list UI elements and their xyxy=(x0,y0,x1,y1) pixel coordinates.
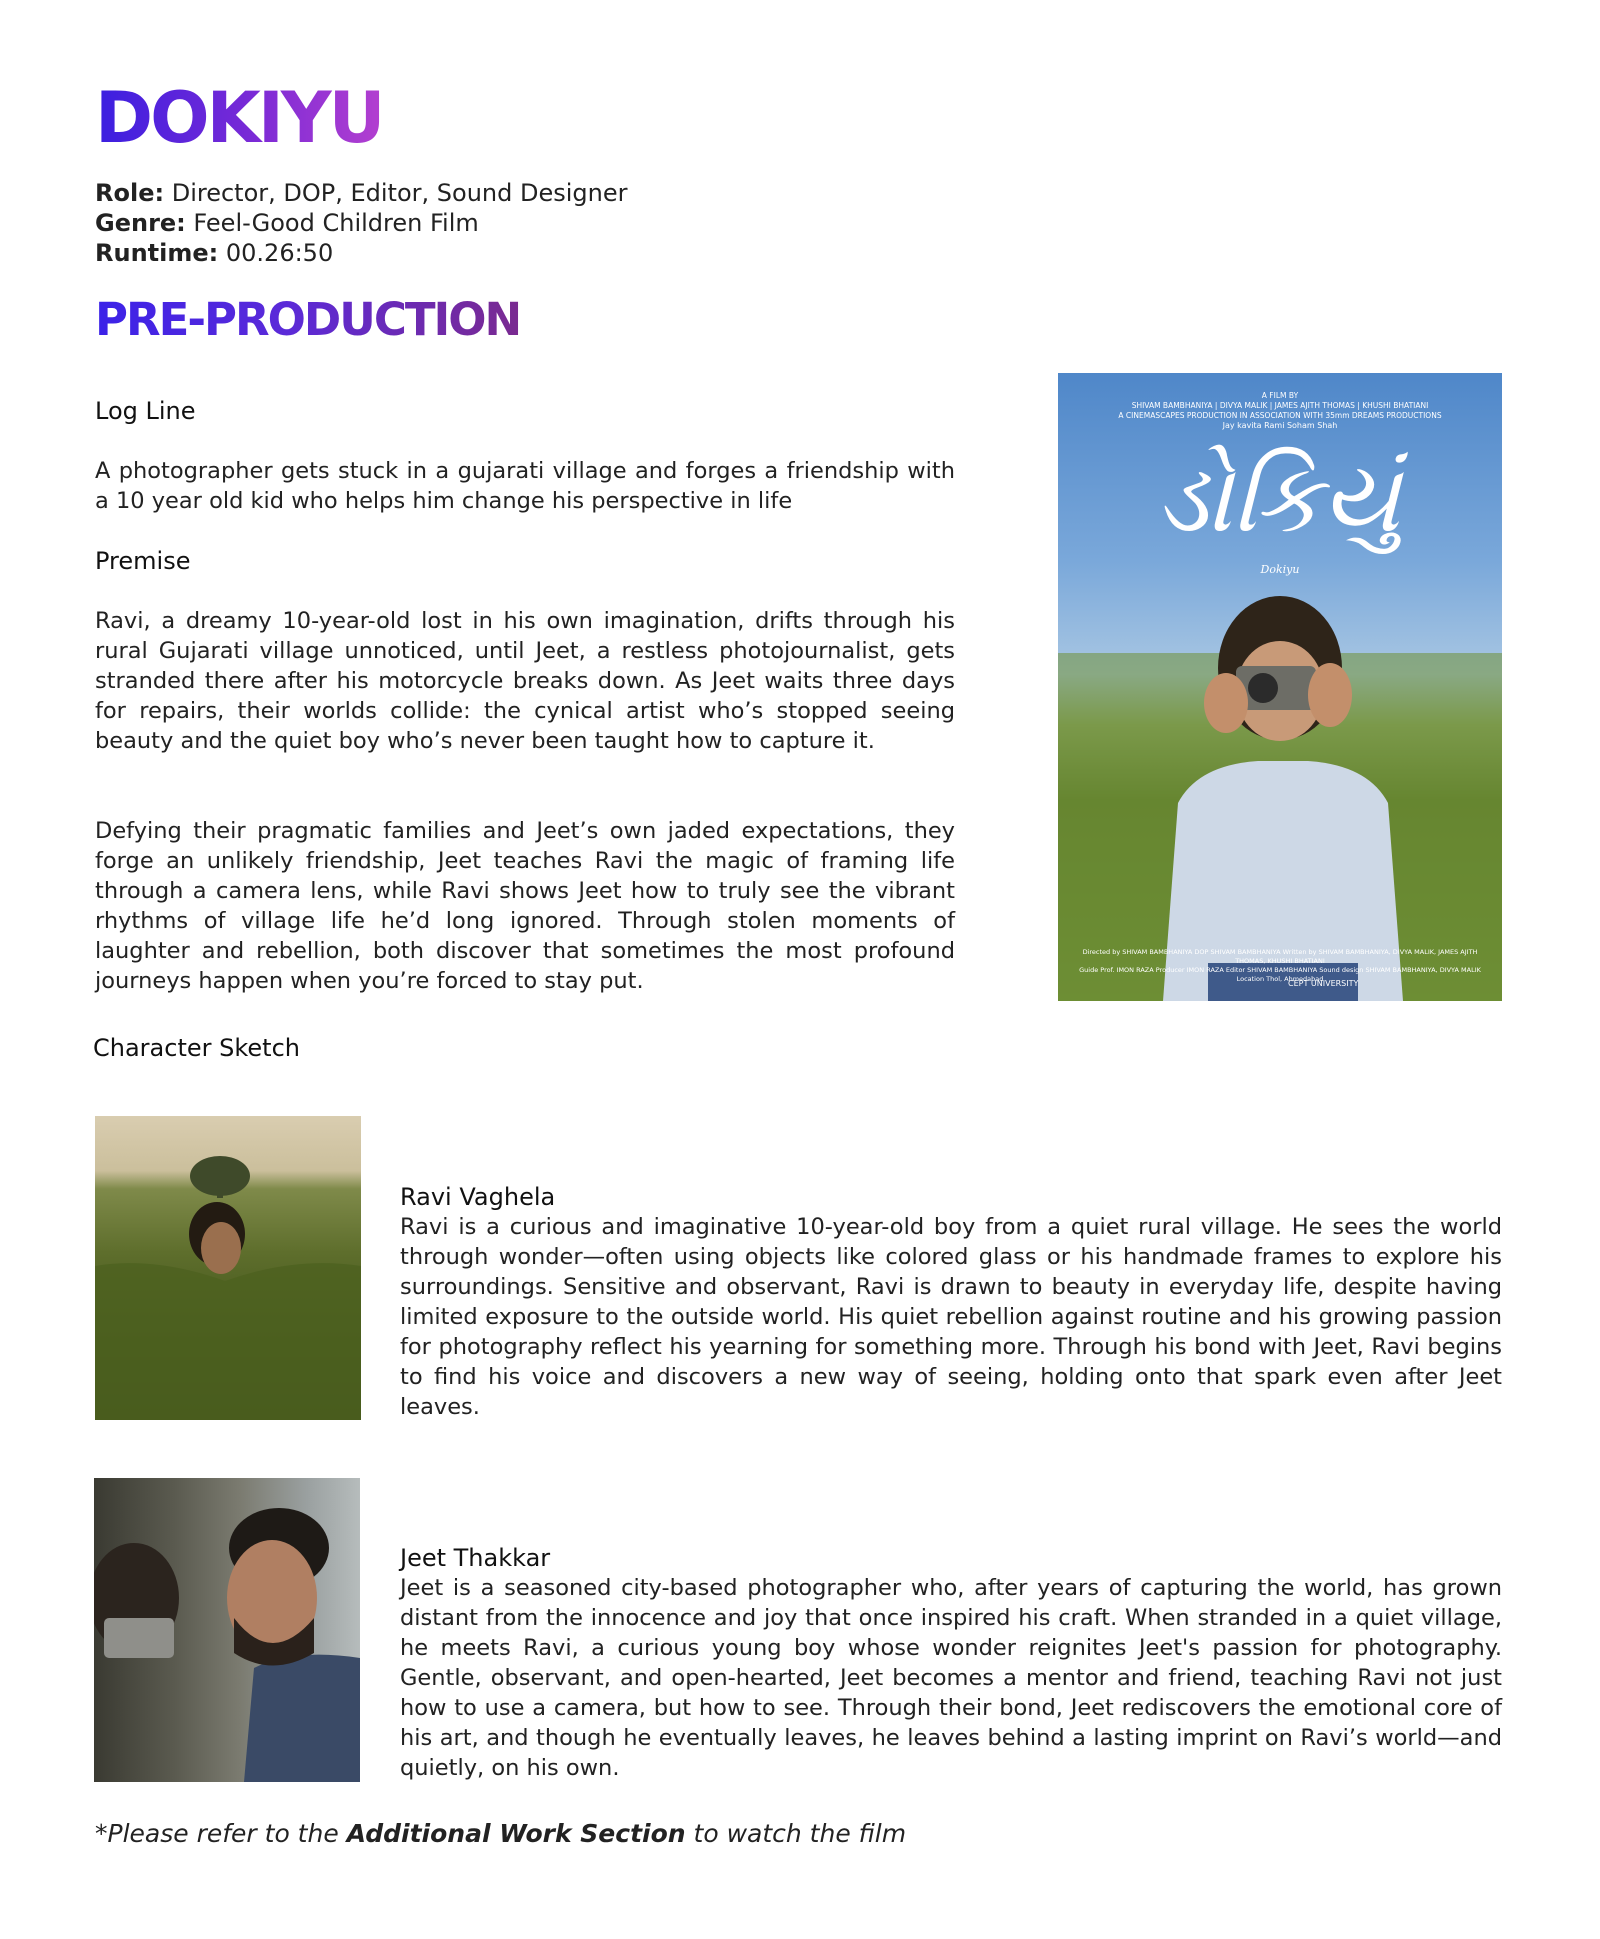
jeet-photo-camera xyxy=(104,1618,174,1658)
genre-row xyxy=(95,208,627,238)
poster-billing xyxy=(1070,948,1490,984)
jeet-description: Jeet is a seasoned city-based photographer who, after years of capturing the world, has grown distant from the innocence and joy that once inspired his craft. When stranded in a quiet village, he meets Ravi, a curious young boy whose wonder reignites Jeet's passion for photography. Gentle, observant, and open-hearted, Jeet becomes a mentor and friend, teaching Ravi not just how to use a camera, but how to see. Through their bond, Jeet rediscovers the emotional core of his art, and though he eventually leaves, he leaves behind a lasting imprint on Ravi’s world—and quietly, on his own. xyxy=(400,1575,1502,1781)
poster-billing-line: Guide Prof. IMON RAZA Producer IMON RAZA Editor SHIVAM BAMBHANIYA Sound design SHIVAM BAMBHANIYA, DIVYA MALIK Location Thol, Ahmedabad xyxy=(1079,966,1481,983)
role-label: Role: xyxy=(95,179,165,207)
footnote-prefix: *Please refer to the xyxy=(95,1819,347,1848)
jeet-name: Jeet Thakkar xyxy=(400,1544,551,1572)
poster-hand-left xyxy=(1204,673,1248,733)
ravi-description: Ravi is a curious and imaginative 10-year-old boy from a quiet rural village. He sees the world through wonder—often using objects like colored glass or his handmade frames to explore his surroundings. Sensitive and observant, Ravi is drawn to beauty in everyday life, despite having limited exposure to the outside world. His quiet rebellion against routine and his growing passion for photography reflect his yearning for something more. Through his bond with Jeet, Ravi begins to find his voice and discovers a new way of seeing, holding onto that spark even after Jeet leaves. xyxy=(400,1214,1502,1420)
footnote xyxy=(95,1818,906,1850)
premise-paragraph-1: Ravi, a dreamy 10-year-old lost in his own imagination, drifts through his rural Gujarati village unnoticed, until Jeet, a restless photojournalist, gets stranded there after his motorcycle breaks down. As Jeet waits three days for repairs, their worlds collide: the cynical artist who’s stopped seeing beauty and the quiet boy who’s never been taught how to capture it. xyxy=(95,608,955,754)
jeet-photo xyxy=(94,1478,360,1782)
role-row xyxy=(95,178,627,208)
role-value: Director, DOP, Editor, Sound Designer xyxy=(171,179,628,207)
poster-credit-line: SHIVAM BAMBHANIYA | DIVYA MALIK | JAMES AJITH THOMAS | KHUSHI BHATIANI xyxy=(1131,401,1429,410)
ravi-photo xyxy=(95,1116,361,1420)
genre-label: Genre: xyxy=(95,209,186,237)
poster-cept-logo: CEPT UNIVERSITY xyxy=(1288,979,1359,988)
poster-hand-right xyxy=(1308,663,1352,727)
project-title: DOKIYU xyxy=(95,77,383,159)
ravi-photo-tree-trunk xyxy=(217,1176,223,1198)
poster-credit-line: A FILM BY xyxy=(1261,391,1299,400)
runtime-row xyxy=(95,238,627,268)
poster-illustration xyxy=(1058,373,1502,1001)
premise-paragraph-2: Defying their pragmatic families and Jeet’s own jaded expectations, they forge an unlikely friendship, Jeet teaches Ravi the magic of framing life through a camera lens, while Ravi shows Jeet how to truly see the vibrant rhythms of village life he’d long ignored. Through stolen moments of laughter and rebellion, both discover that sometimes the most profound journeys happen when you’re forced to stay put. xyxy=(95,818,955,994)
poster-subtitle: Dokiyu xyxy=(1260,563,1300,576)
poster-billing-line: Directed by SHIVAM BAMBHANIYA DOP SHIVAM BAMBHANIYA Written by SHIVAM BAMBHANIYA, DIVYA MALIK, JAMES AJITH THOMAS, KHUSHI BHATIANI xyxy=(1082,948,1478,965)
poster-camera-lens xyxy=(1248,673,1278,703)
logline-text: A photographer gets stuck in a gujarati village and forges a friendship with a 10 year old kid who helps him change his perspective in life xyxy=(95,458,955,514)
runtime-label: Runtime: xyxy=(95,239,219,267)
poster-title: ડોકિયું xyxy=(1155,442,1401,554)
character-sketch-heading: Character Sketch xyxy=(93,1034,300,1062)
poster-actors: Jay kavita Rami Soham Shah xyxy=(1222,421,1338,430)
premise-heading: Premise xyxy=(95,547,191,575)
poster-credit-line: A CINEMASCAPES PRODUCTION IN ASSOCIATION WITH 35mm DREAMS PRODUCTIONS xyxy=(1118,411,1442,420)
ravi-photo-face xyxy=(201,1222,241,1274)
genre-value: Feel-Good Children Film xyxy=(193,209,479,237)
runtime-value: 00.26:50 xyxy=(225,239,334,267)
project-meta xyxy=(95,178,627,268)
ravi-photo-grass xyxy=(95,1263,361,1420)
film-poster xyxy=(1058,373,1502,1001)
footnote-suffix: to watch the film xyxy=(685,1819,907,1848)
footnote-emphasis: Additional Work Section xyxy=(346,1819,686,1848)
ravi-name: Ravi Vaghela xyxy=(400,1183,556,1211)
logline-heading: Log Line xyxy=(95,397,196,425)
ravi-photo-art xyxy=(95,1116,361,1420)
jeet-photo-art xyxy=(94,1478,360,1782)
jeet-photo-shirt xyxy=(244,1655,360,1782)
section-title: PRE-PRODUCTION xyxy=(95,293,521,346)
